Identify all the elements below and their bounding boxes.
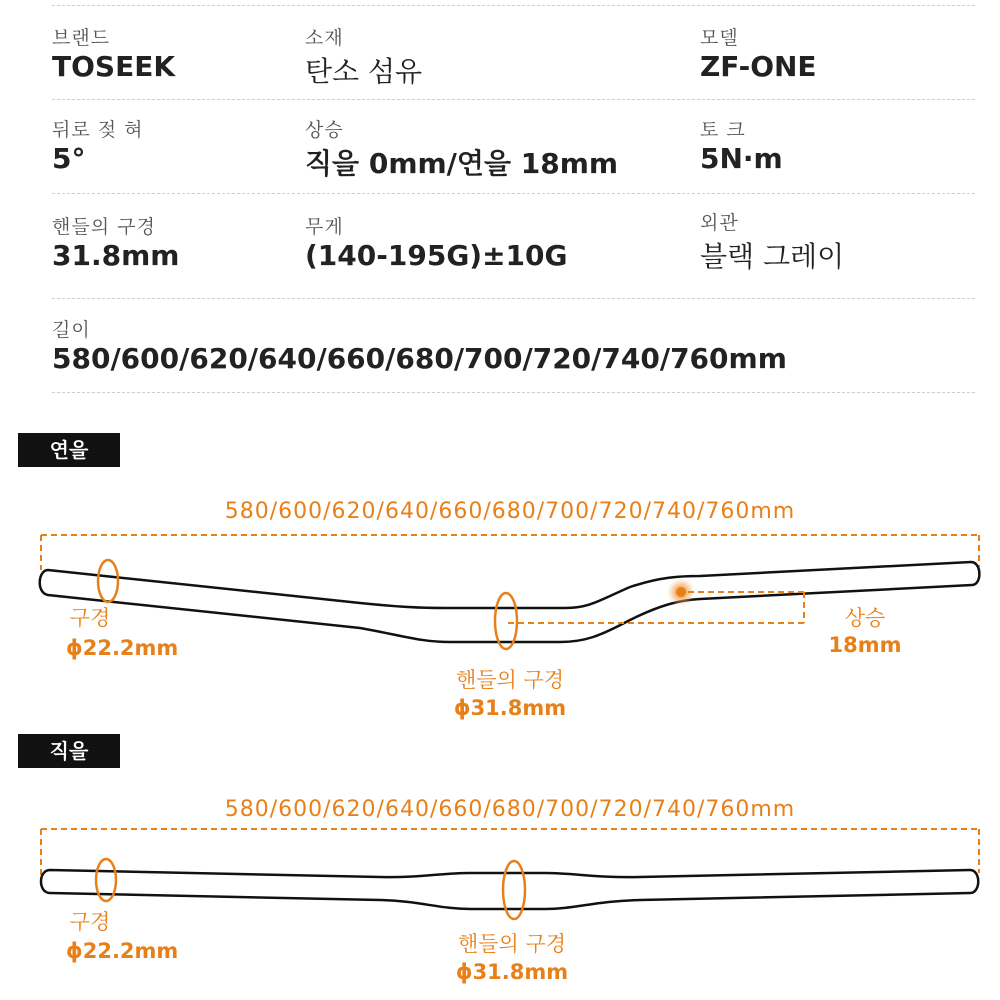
spec-label: 토 크	[700, 119, 746, 141]
flat-tag: 직을	[18, 734, 120, 768]
riser-rise-label: 상승	[844, 606, 886, 630]
spec-clamp	[52, 212, 179, 272]
spec-row-4	[52, 298, 975, 393]
spec-value: 탄소 섬유	[305, 55, 423, 88]
spec-label: 브랜드	[52, 27, 111, 49]
spec-backsweep	[52, 115, 144, 175]
spec-row-2	[52, 99, 975, 193]
spec-value: (140-195G)±10G	[305, 239, 568, 272]
spec-value: TOSEEK	[52, 50, 176, 83]
spec-value: 580/600/620/640/660/680/700/720/740/760mm	[52, 342, 787, 375]
spec-label: 무게	[305, 216, 344, 238]
flat-grip-value: ϕ22.2mm	[66, 939, 179, 963]
riser-bar-outline	[40, 562, 980, 642]
spec-value: 블랙 그레이	[700, 240, 845, 273]
spec-label: 상승	[305, 119, 344, 141]
spec-weight	[305, 212, 568, 272]
flat-grip-label: 구경	[69, 910, 111, 934]
spec-torque	[700, 115, 783, 175]
riser-tag: 연을	[18, 433, 120, 467]
flat-center-value: ϕ31.8mm	[455, 960, 569, 984]
riser-rise-marker	[676, 587, 686, 597]
spec-value: 직을 0mm/연을 18mm	[305, 147, 619, 180]
spec-brand	[52, 23, 175, 83]
flat-width-label: 580/600/620/640/660/680/700/720/740/760mm	[224, 797, 796, 822]
flat-bar-diagram	[0, 785, 1000, 1000]
riser-rise-value: 18mm	[828, 633, 902, 657]
riser-center-label: 핸들의 구경	[455, 668, 565, 692]
spec-label: 뒤로 젖 혀	[52, 119, 144, 141]
spec-material	[305, 23, 422, 90]
spec-table	[52, 0, 975, 388]
spec-value: ZF-ONE	[700, 50, 817, 83]
spec-label: 길이	[52, 319, 91, 341]
riser-bar-diagram	[0, 485, 1000, 775]
riser-center-value: ϕ31.8mm	[453, 696, 567, 720]
spec-model	[700, 23, 817, 83]
spec-value: 5°	[52, 142, 86, 175]
spec-label: 외관	[700, 212, 739, 234]
spec-label: 모델	[700, 27, 739, 49]
spec-row-3	[52, 193, 975, 298]
flat-center-label: 핸들의 구경	[457, 932, 567, 956]
riser-grip-value: ϕ22.2mm	[66, 636, 179, 660]
spec-value: 31.8mm	[52, 239, 180, 272]
spec-length	[52, 315, 787, 375]
spec-label: 핸들의 구경	[52, 216, 156, 238]
spec-value: 5N·m	[700, 142, 783, 175]
spec-label: 소재	[305, 27, 344, 49]
riser-width-label: 580/600/620/640/660/680/700/720/740/760mm	[224, 499, 796, 524]
riser-grip-label: 구경	[69, 606, 111, 630]
spec-finish	[700, 208, 844, 275]
spec-row-1	[52, 5, 975, 99]
spec-rise	[305, 115, 618, 182]
flat-bar-outline	[41, 870, 978, 909]
